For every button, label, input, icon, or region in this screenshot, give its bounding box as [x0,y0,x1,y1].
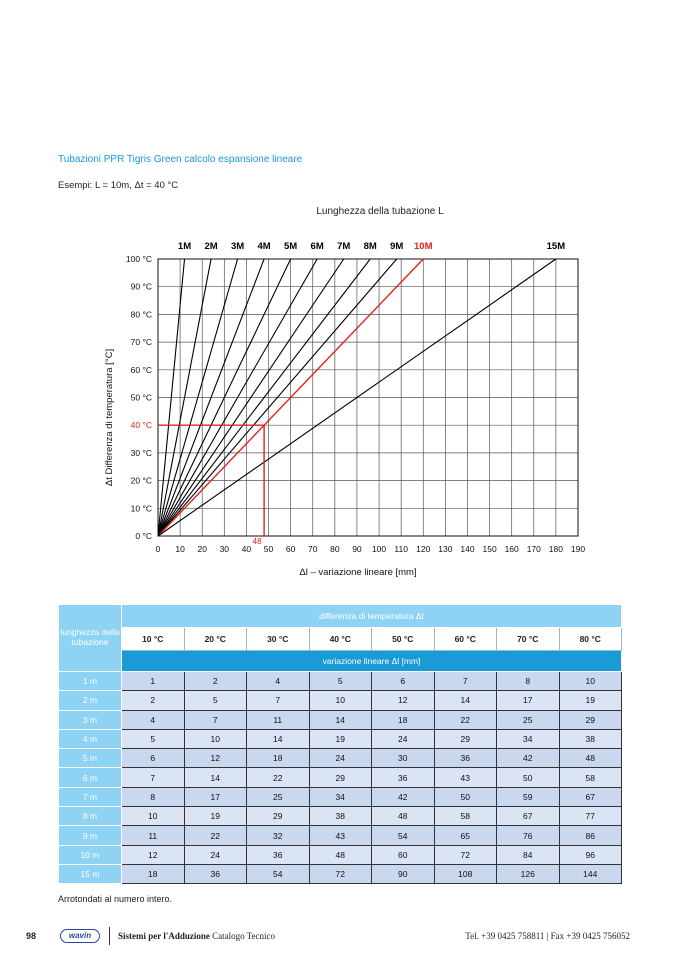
table-row [59,729,622,748]
table-cell: 29 [434,729,497,748]
table-cell: 144 [559,864,622,883]
table-cell: 126 [497,864,560,883]
table-row [59,826,622,845]
table-cell: 67 [497,807,560,826]
x-tick-label: 170 [526,544,541,554]
x-tick-label: 100 [371,544,387,554]
temp-header-cell: 80 °C [559,628,622,651]
variation-header: variazione lineare Δl [mm] [122,651,622,672]
table-cell: 48 [372,807,435,826]
table-cell: 58 [559,768,622,787]
table-cell: 14 [184,768,247,787]
contact-info: Tel. +39 0425 758811 | Fax +39 0425 756052 [465,931,630,941]
temp-header-cell: 50 °C [372,628,435,651]
table-cell: 24 [372,729,435,748]
table-cell: 86 [559,826,622,845]
temp-header-cell: 60 °C [434,628,497,651]
x-tick-label: 160 [504,544,519,554]
table-cell: 36 [184,864,247,883]
table-cell: 38 [309,807,372,826]
table-cell: 6 [122,749,185,768]
table-cell: 42 [372,787,435,806]
series-label: 9M [390,241,404,252]
table-cell: 54 [247,864,310,883]
table-row [59,768,622,787]
table-cell: 36 [372,768,435,787]
table-cell: 17 [184,787,247,806]
table-cell: 25 [497,710,560,729]
table-cell: 8 [497,672,560,691]
table-cell: 11 [247,710,310,729]
table-cell: 18 [372,710,435,729]
table-cell: 72 [309,864,372,883]
table-cell: 34 [497,729,560,748]
expansion-table [58,604,622,884]
table-cell: 11 [122,826,185,845]
row-length-label: 2 m [59,691,122,710]
table-cell: 18 [247,749,310,768]
rounding-note: Arrotondati al numero intero. [58,894,173,904]
table-cell: 14 [434,691,497,710]
series-label: 10M [414,241,433,252]
table-cell: 25 [247,787,310,806]
page-title: Tubazioni PPR Tigris Green calcolo espansione lineare [58,154,303,165]
row-length-label: 5 m [59,749,122,768]
table-cell: 10 [184,729,247,748]
table-cell: 50 [434,787,497,806]
table-cell: 32 [247,826,310,845]
series-label: 1M [177,241,192,252]
table-cell: 34 [309,787,372,806]
table-cell: 18 [122,864,185,883]
table-cell: 43 [434,768,497,787]
table-cell: 96 [559,845,622,864]
x-tick-label: 50 [263,544,274,554]
table-row [59,864,622,883]
table-cell: 22 [184,826,247,845]
temp-header-cell: 40 °C [309,628,372,651]
y-axis-label: Δt Differenza di temperatura [°C] [104,348,115,487]
table-cell: 77 [559,807,622,826]
table-cell: 8 [122,787,185,806]
table-cell: 5 [184,691,247,710]
row-length-label: 3 m [59,710,122,729]
x-tick-label: 130 [438,544,453,554]
y-tick-label: 80 °C [130,309,152,320]
table-cell: 2 [184,672,247,691]
table-cell: 7 [247,691,310,710]
series-label: 15M [546,241,566,252]
series-label: 2M [204,241,218,252]
table-cell: 19 [184,807,247,826]
table-cell: 24 [309,749,372,768]
table-cell: 48 [559,749,622,768]
table-cell: 65 [434,826,497,845]
table-cell: 14 [309,710,372,729]
table-cell: 29 [247,807,310,826]
series-label: 6M [310,241,324,252]
corner-header: lunghezza della tubazione [59,605,122,672]
x-tick-label: 140 [460,544,475,554]
catalog-title-rest: Catalogo Tecnico [209,931,276,941]
series-label: 5M [284,241,298,252]
table-cell: 5 [309,672,372,691]
table-cell: 43 [309,826,372,845]
example-text: Esempi: L = 10m, Δt = 40 °C [58,180,179,191]
table-cell: 10 [309,691,372,710]
table-row [59,749,622,768]
temperature-row [59,628,622,651]
table-cell: 59 [497,787,560,806]
wavin-logo: wavin [60,929,100,943]
table-cell: 54 [372,826,435,845]
y-tick-label: 30 °C [130,447,152,458]
table-cell: 2 [122,691,185,710]
x-tick-label: 80 [330,544,340,554]
x-tick-label: 190 [570,544,586,554]
table-cell: 72 [434,845,497,864]
footer-separator [109,927,110,945]
table-cell: 60 [372,845,435,864]
table-cell: 7 [184,710,247,729]
catalog-title [118,931,275,941]
series-label: 7M [337,241,351,252]
table-cell: 22 [247,768,310,787]
page-number: 98 [26,931,37,941]
catalog-title-bold: Sistemi per l'Adduzione [118,931,210,941]
table-cell: 12 [122,845,185,864]
footer [20,931,630,945]
table-cell: 4 [247,672,310,691]
x-tick-label: 110 [394,544,408,554]
y-tick-label: 0 °C [135,531,152,541]
table-cell: 36 [247,845,310,864]
row-length-label: 1 m [59,672,122,691]
table-row [59,845,622,864]
y-tick-label: 50 °C [130,392,152,403]
table-cell: 24 [184,845,247,864]
temp-header-cell: 70 °C [497,628,560,651]
y-tick-label: 20 °C [130,475,152,486]
table-cell: 7 [122,768,185,787]
temp-header-cell: 10 °C [122,628,185,651]
table-row [59,787,622,806]
x-tick-label: 30 [219,544,230,554]
y-tick-label: 90 °C [130,281,152,292]
table-cell: 1 [122,672,185,691]
table-cell: 67 [559,787,622,806]
y-tick-label: 40 °C [130,420,152,431]
table-cell: 108 [434,864,497,883]
table-cell: 50 [497,768,560,787]
example-x-label: 48 [252,537,262,546]
table-cell: 29 [309,768,372,787]
row-length-label: 4 m [59,729,122,748]
y-tick-label: 10 °C [130,503,152,514]
row-length-label: 15 m [59,864,122,883]
table-cell: 84 [497,845,560,864]
x-tick-label: 120 [416,544,431,554]
table-cell: 14 [247,729,310,748]
x-tick-label: 10 [175,544,185,554]
table-cell: 58 [434,807,497,826]
y-tick-label: 70 °C [130,337,152,348]
x-tick-label: 90 [352,544,362,554]
x-axis-label: Δl – variazione lineare [mm] [299,567,417,578]
table-cell: 6 [372,672,435,691]
table-cell: 7 [434,672,497,691]
series-label: 4M [257,241,271,252]
series-label: 8M [363,241,377,252]
table-cell: 4 [122,710,185,729]
x-tick-label: 20 [197,544,207,554]
row-length-label: 8 m [59,807,122,826]
temp-header-cell: 20 °C [184,628,247,651]
table-cell: 30 [372,749,435,768]
row-length-label: 7 m [59,787,122,806]
temp-header-cell: 30 °C [247,628,310,651]
table-cell: 10 [559,672,622,691]
table-cell: 10 [122,807,185,826]
table-cell: 19 [309,729,372,748]
table-cell: 76 [497,826,560,845]
x-tick-label: 180 [548,544,563,554]
table-cell: 48 [309,845,372,864]
x-tick-label: 70 [308,544,318,554]
table-row [59,691,622,710]
table-cell: 17 [497,691,560,710]
x-tick-label: 60 [285,544,296,554]
x-tick-label: 0 [155,544,161,554]
y-tick-label: 100 °C [125,254,152,264]
table-cell: 38 [559,729,622,748]
temperature-header: differenza di temperatura Δt [122,605,622,628]
row-length-label: 9 m [59,826,122,845]
row-length-label: 6 m [59,768,122,787]
table-cell: 22 [434,710,497,729]
table-cell: 12 [184,749,247,768]
table-row [59,807,622,826]
table-cell: 5 [122,729,185,748]
table-row [59,710,622,729]
row-length-label: 10 m [59,845,122,864]
table-cell: 12 [372,691,435,710]
table-cell: 90 [372,864,435,883]
table-cell: 42 [497,749,560,768]
table-cell: 36 [434,749,497,768]
chart-title: Lunghezza della tubazione L [316,206,444,217]
table-cell: 19 [559,691,622,710]
series-label: 3M [230,241,245,252]
table-row [59,672,622,691]
y-tick-label: 60 °C [130,364,152,375]
x-tick-label: 40 [241,544,252,554]
x-tick-label: 150 [482,544,497,554]
table-cell: 29 [559,710,622,729]
